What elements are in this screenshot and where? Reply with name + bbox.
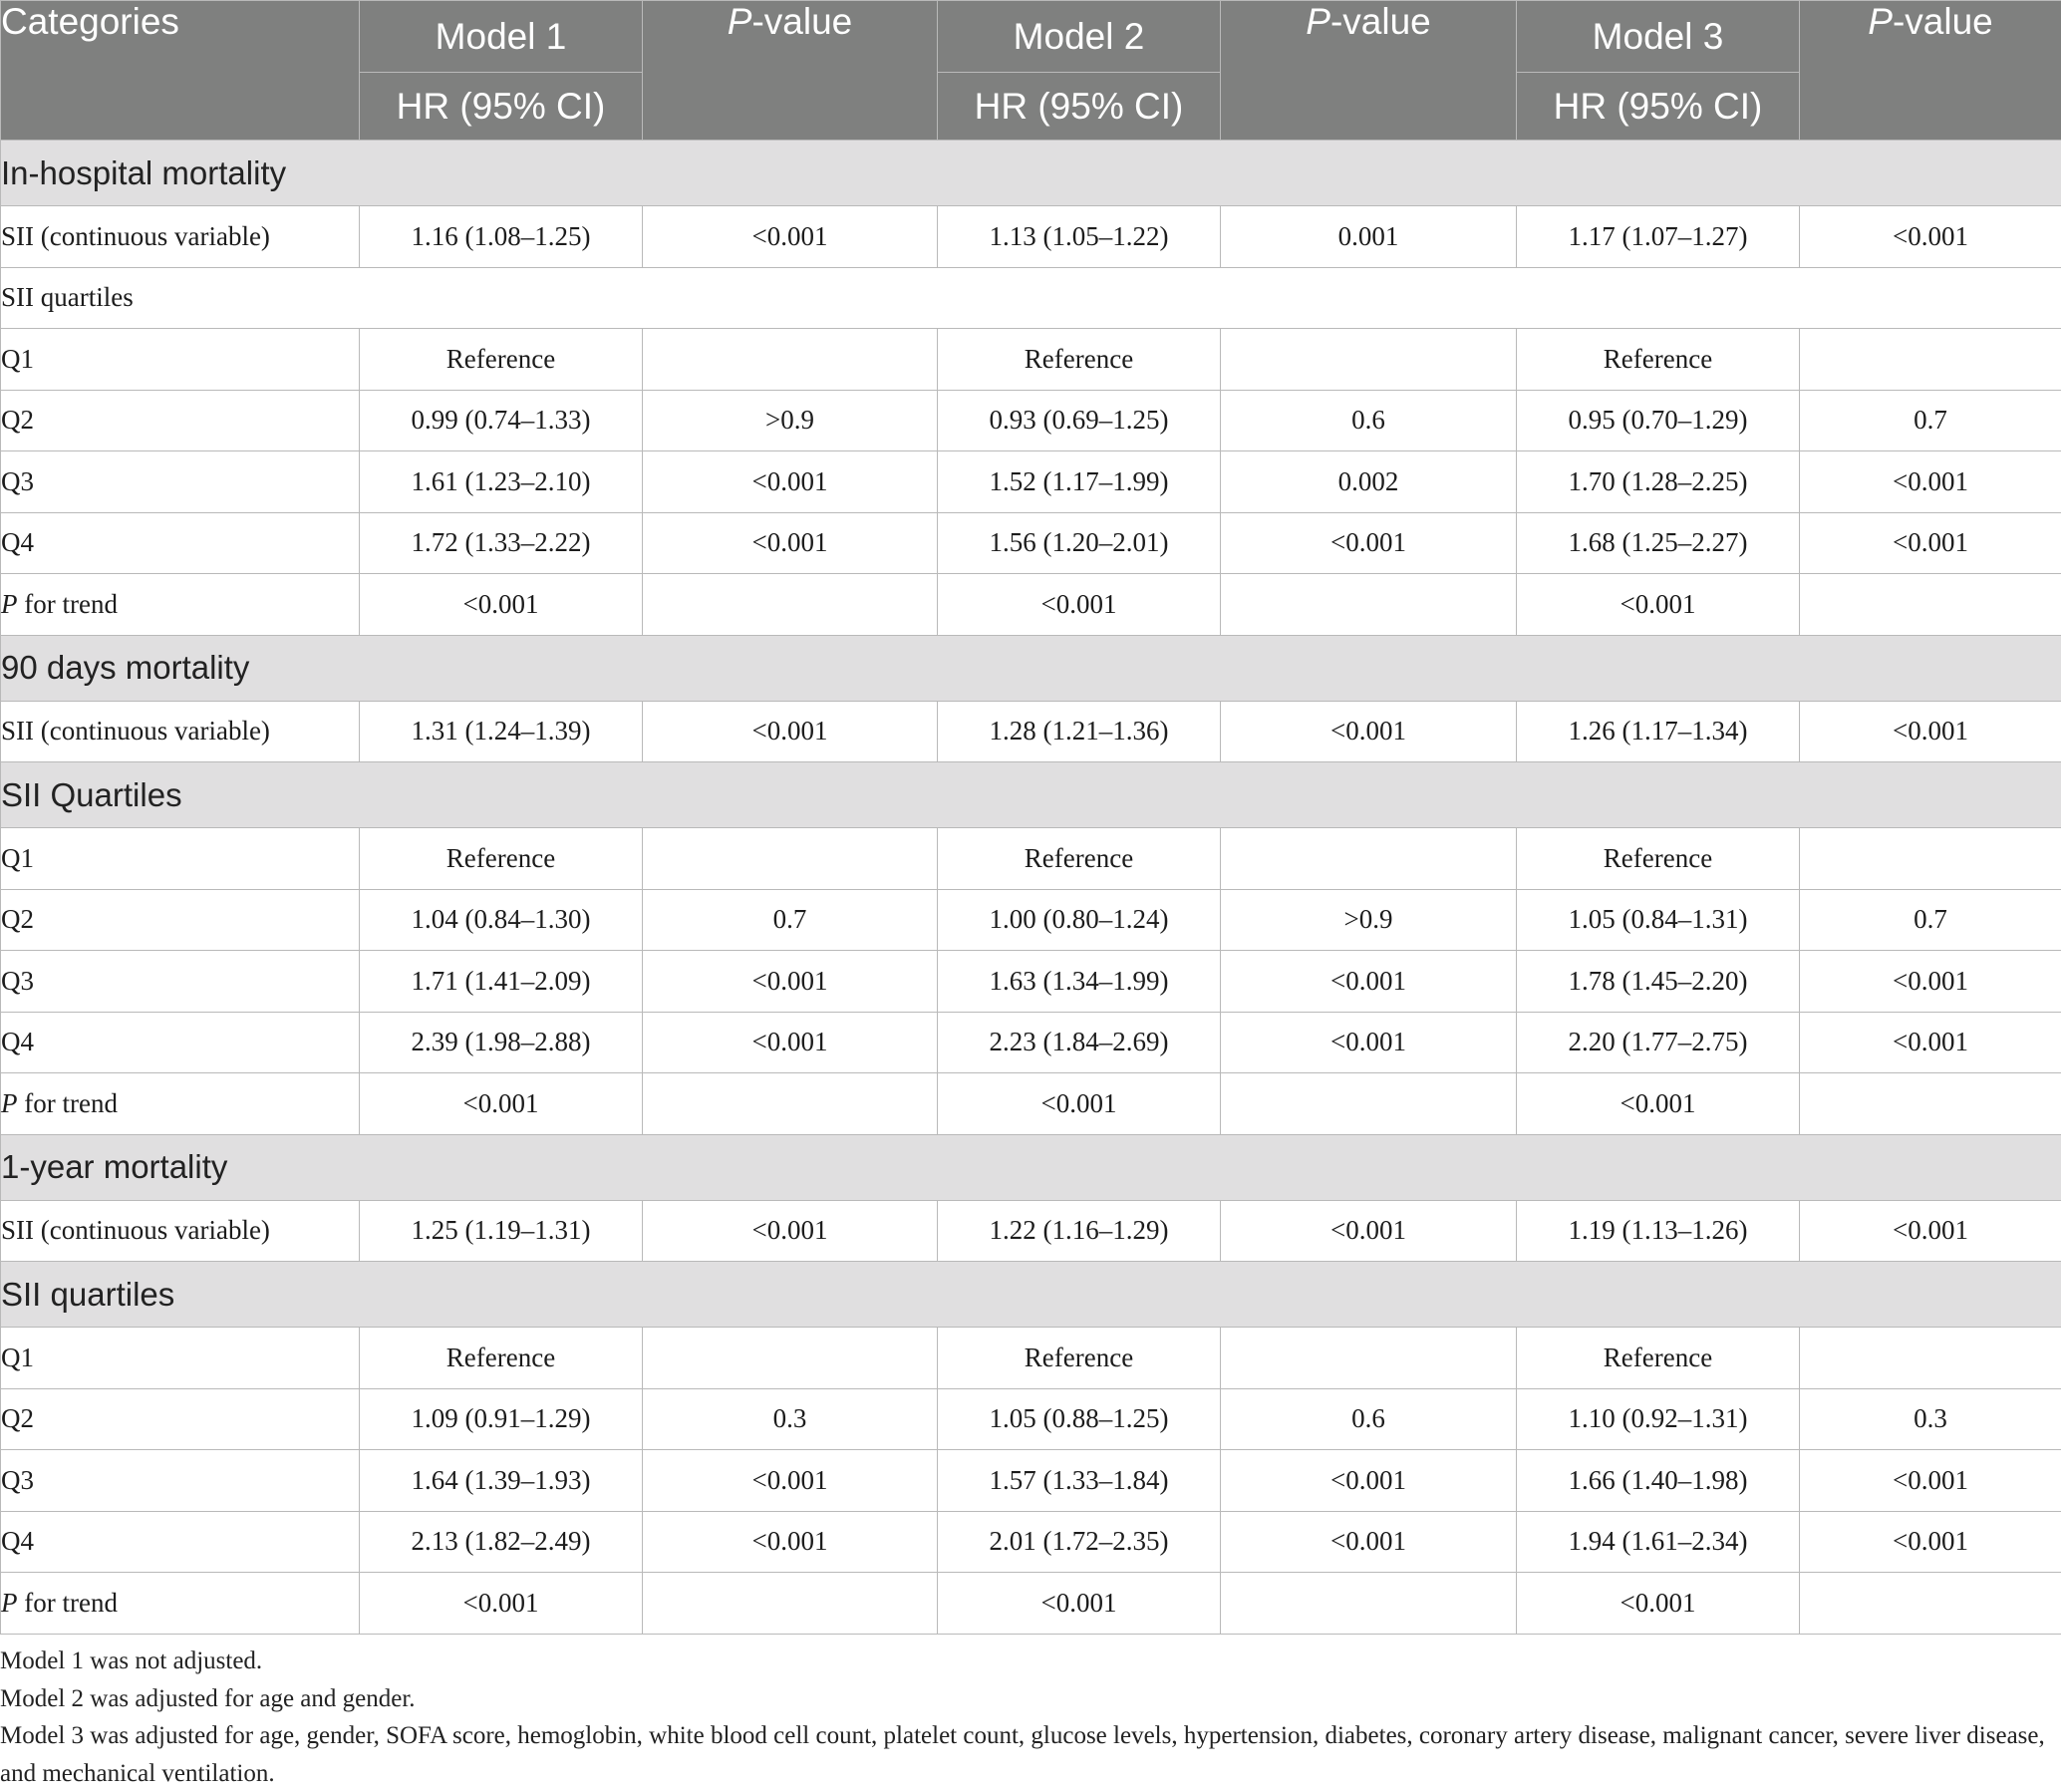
hr-ci-cell: 1.31 (1.24–1.39) <box>360 701 643 762</box>
p-value-cell <box>1221 329 1517 391</box>
header-p-value-3 <box>1800 1 2061 141</box>
p-value-cell: 0.3 <box>1800 1388 2061 1450</box>
table-row <box>1 206 2061 268</box>
header-categories: Categories <box>1 1 360 141</box>
hr-ci-cell: 1.17 (1.07–1.27) <box>1517 206 1800 268</box>
p-italic: P <box>727 1 752 42</box>
p-value-cell: 0.7 <box>1800 390 2061 451</box>
p-value-cell <box>1221 828 1517 890</box>
header-p-value-2 <box>1221 1 1517 141</box>
p-value-cell <box>643 1573 938 1635</box>
p-value-cell: <0.001 <box>1800 951 2061 1013</box>
hr-ci-cell: 1.19 (1.13–1.26) <box>1517 1200 1800 1262</box>
hr-ci-cell: 1.04 (0.84–1.30) <box>360 889 643 951</box>
table-row <box>1 1012 2061 1073</box>
table-row <box>1 1200 2061 1262</box>
p-value-cell: <0.001 <box>1800 512 2061 574</box>
hr-ci-cell: 1.52 (1.17–1.99) <box>938 451 1221 513</box>
trend-label-rest: for trend <box>17 1587 118 1618</box>
p-value-cell: >0.9 <box>643 390 938 451</box>
footnote: Model 3 was adjusted for age, gender, SOFA score, hemoglobin, white blood cell count, platelet count, glucose levels, hypertension, diabetes, coronary artery disease, malignant cancer, severe liver disease, and mechanical ventilation. <box>0 1722 2045 1787</box>
p-value-cell: <0.001 <box>643 1200 938 1262</box>
p-value-cell: <0.001 <box>643 1511 938 1573</box>
hr-ci-cell: <0.001 <box>1517 1073 1800 1135</box>
header-model-1: Model 1 <box>360 1 643 73</box>
p-value-cell: <0.001 <box>1221 1200 1517 1262</box>
p-value-cell: <0.001 <box>1221 951 1517 1013</box>
table-row <box>1 267 2061 329</box>
p-value-cell <box>1221 1573 1517 1635</box>
hr-ci-cell: 1.57 (1.33–1.84) <box>938 1450 1221 1512</box>
table-row <box>1 1328 2061 1389</box>
table-row <box>1 1573 2061 1635</box>
p-suffix: -value <box>1892 1 1993 42</box>
section-header-row <box>1 1262 2061 1328</box>
section-header-row <box>1 762 2061 828</box>
table-row <box>1 889 2061 951</box>
p-value-cell <box>643 1328 938 1389</box>
p-value-cell: 0.6 <box>1221 390 1517 451</box>
header-model-3: Model 3 <box>1517 1 1800 73</box>
p-value-cell <box>1800 1328 2061 1389</box>
hr-ci-cell: 2.13 (1.82–2.49) <box>360 1511 643 1573</box>
hr-ci-cell: Reference <box>938 828 1221 890</box>
hr-ci-cell: <0.001 <box>360 574 643 636</box>
section-title: In-hospital mortality <box>1 141 2061 206</box>
p-italic: P <box>1 1587 18 1618</box>
hr-ci-cell: <0.001 <box>1517 1573 1800 1635</box>
p-value-cell: >0.9 <box>1221 889 1517 951</box>
p-value-cell: <0.001 <box>1221 1450 1517 1512</box>
row-label: Q2 <box>1 390 360 451</box>
p-value-cell: <0.001 <box>1800 451 2061 513</box>
row-label: Q1 <box>1 329 360 391</box>
header-p-value-1 <box>643 1 938 141</box>
p-value-cell: <0.001 <box>643 512 938 574</box>
p-italic: P <box>1 588 18 619</box>
hr-ci-cell: Reference <box>360 1328 643 1389</box>
table-row <box>1 390 2061 451</box>
p-value-cell: 0.3 <box>643 1388 938 1450</box>
p-value-cell <box>1800 329 2061 391</box>
p-value-cell <box>1800 828 2061 890</box>
hr-ci-cell: Reference <box>360 329 643 391</box>
row-label: Q3 <box>1 951 360 1013</box>
p-value-cell: <0.001 <box>643 701 938 762</box>
p-value-cell <box>1221 574 1517 636</box>
hr-ci-cell: 1.64 (1.39–1.93) <box>360 1450 643 1512</box>
hr-ci-cell: <0.001 <box>360 1073 643 1135</box>
row-label <box>1 1073 360 1135</box>
p-value-cell <box>1800 1073 2061 1135</box>
hr-ci-cell: 2.20 (1.77–2.75) <box>1517 1012 1800 1073</box>
row-label: Q3 <box>1 451 360 513</box>
hr-ci-cell: <0.001 <box>938 1573 1221 1635</box>
footnote: Model 1 was not adjusted. <box>0 1647 263 1674</box>
section-title: SII Quartiles <box>1 762 2061 828</box>
hr-ci-cell: 0.95 (0.70–1.29) <box>1517 390 1800 451</box>
row-label: Q2 <box>1 889 360 951</box>
p-suffix: -value <box>1329 1 1431 42</box>
p-value-cell: 0.7 <box>643 889 938 951</box>
trend-label-rest: for trend <box>17 588 118 619</box>
hr-ci-cell: Reference <box>1517 329 1800 391</box>
p-value-cell: <0.001 <box>643 951 938 1013</box>
hr-ci-cell: Reference <box>1517 828 1800 890</box>
p-value-cell: 0.002 <box>1221 451 1517 513</box>
table-row <box>1 1511 2061 1573</box>
row-label: Q4 <box>1 1511 360 1573</box>
table-row <box>1 512 2061 574</box>
table-row <box>1 1388 2061 1450</box>
p-value-cell: <0.001 <box>1800 701 2061 762</box>
hr-ci-cell: 2.01 (1.72–2.35) <box>938 1511 1221 1573</box>
row-label: SII (continuous variable) <box>1 1200 360 1262</box>
p-value-cell: <0.001 <box>1800 1012 2061 1073</box>
p-value-cell: 0.001 <box>1221 206 1517 268</box>
subgroup-label: SII quartiles <box>1 267 2061 329</box>
hr-ci-cell: Reference <box>938 329 1221 391</box>
p-value-cell: <0.001 <box>1221 701 1517 762</box>
section-header-row <box>1 635 2061 701</box>
hr-ci-cell: 1.61 (1.23–2.10) <box>360 451 643 513</box>
hr-ci-cell: 1.26 (1.17–1.34) <box>1517 701 1800 762</box>
table-row <box>1 828 2061 890</box>
table-row <box>1 451 2061 513</box>
row-label: Q4 <box>1 1012 360 1073</box>
row-label: SII (continuous variable) <box>1 206 360 268</box>
p-value-cell: <0.001 <box>1221 512 1517 574</box>
section-title: SII quartiles <box>1 1262 2061 1328</box>
hr-ci-cell: 1.66 (1.40–1.98) <box>1517 1450 1800 1512</box>
table-row <box>1 701 2061 762</box>
row-label: Q1 <box>1 828 360 890</box>
hr-ci-cell: 1.09 (0.91–1.29) <box>360 1388 643 1450</box>
table-row <box>1 329 2061 391</box>
row-label: Q4 <box>1 512 360 574</box>
hr-ci-cell: 1.56 (1.20–2.01) <box>938 512 1221 574</box>
section-title: 90 days mortality <box>1 635 2061 701</box>
hr-ci-cell: 1.70 (1.28–2.25) <box>1517 451 1800 513</box>
row-label: Q1 <box>1 1328 360 1389</box>
row-label: SII (continuous variable) <box>1 701 360 762</box>
footnotes <box>0 1643 2061 1792</box>
trend-label-rest: for trend <box>17 1087 118 1118</box>
p-value-cell <box>643 828 938 890</box>
hr-ci-cell: 1.22 (1.16–1.29) <box>938 1200 1221 1262</box>
p-italic: P <box>1868 1 1893 42</box>
p-value-cell <box>643 329 938 391</box>
p-value-cell: <0.001 <box>643 206 938 268</box>
p-value-cell: <0.001 <box>643 1012 938 1073</box>
hr-ci-cell: <0.001 <box>938 574 1221 636</box>
hr-ci-cell: 1.05 (0.84–1.31) <box>1517 889 1800 951</box>
hr-ci-cell: 1.13 (1.05–1.22) <box>938 206 1221 268</box>
hr-ci-cell: Reference <box>360 828 643 890</box>
row-label: Q2 <box>1 1388 360 1450</box>
row-label <box>1 574 360 636</box>
section-header-row <box>1 1134 2061 1200</box>
p-value-cell: <0.001 <box>643 1450 938 1512</box>
hr-ci-cell: 0.93 (0.69–1.25) <box>938 390 1221 451</box>
hr-ci-cell: 1.25 (1.19–1.31) <box>360 1200 643 1262</box>
p-value-cell <box>643 574 938 636</box>
p-italic: P <box>1306 1 1330 42</box>
p-value-cell: <0.001 <box>1800 206 2061 268</box>
hr-ci-cell: 1.72 (1.33–2.22) <box>360 512 643 574</box>
hr-ci-cell: Reference <box>938 1328 1221 1389</box>
row-label <box>1 1573 360 1635</box>
p-value-cell: <0.001 <box>1221 1012 1517 1073</box>
header-hr-ci-3: HR (95% CI) <box>1517 73 1800 141</box>
table-body <box>1 141 2061 1635</box>
p-value-cell: <0.001 <box>1800 1450 2061 1512</box>
hr-ci-cell: 1.16 (1.08–1.25) <box>360 206 643 268</box>
p-value-cell: <0.001 <box>1800 1511 2061 1573</box>
section-title: 1-year mortality <box>1 1134 2061 1200</box>
hr-ci-cell: <0.001 <box>1517 574 1800 636</box>
header-model-2: Model 2 <box>938 1 1221 73</box>
p-italic: P <box>1 1087 18 1118</box>
header-hr-ci-2: HR (95% CI) <box>938 73 1221 141</box>
hr-ci-cell: 1.94 (1.61–2.34) <box>1517 1511 1800 1573</box>
p-value-cell <box>1221 1073 1517 1135</box>
hr-ci-cell: <0.001 <box>938 1073 1221 1135</box>
hr-ci-cell: 1.10 (0.92–1.31) <box>1517 1388 1800 1450</box>
header-hr-ci-1: HR (95% CI) <box>360 73 643 141</box>
p-value-cell: 0.7 <box>1800 889 2061 951</box>
hr-ci-cell: 1.78 (1.45–2.20) <box>1517 951 1800 1013</box>
footnote: Model 2 was adjusted for age and gender. <box>0 1684 416 1712</box>
hr-ci-cell: 0.99 (0.74–1.33) <box>360 390 643 451</box>
hr-ci-cell: 1.00 (0.80–1.24) <box>938 889 1221 951</box>
p-value-cell <box>1800 1573 2061 1635</box>
p-value-cell <box>1221 1328 1517 1389</box>
table-row <box>1 1073 2061 1135</box>
table-row <box>1 574 2061 636</box>
row-label: Q3 <box>1 1450 360 1512</box>
p-value-cell: 0.6 <box>1221 1388 1517 1450</box>
section-header-row <box>1 141 2061 206</box>
header-row-1 <box>1 1 2061 73</box>
hr-ci-cell: 1.68 (1.25–2.27) <box>1517 512 1800 574</box>
hr-ci-cell: Reference <box>1517 1328 1800 1389</box>
p-value-cell <box>643 1073 938 1135</box>
table-row <box>1 1450 2061 1512</box>
hr-ci-cell: 2.39 (1.98–2.88) <box>360 1012 643 1073</box>
hr-ci-cell: 1.28 (1.21–1.36) <box>938 701 1221 762</box>
hr-ci-cell: 1.63 (1.34–1.99) <box>938 951 1221 1013</box>
hr-ci-cell: 1.05 (0.88–1.25) <box>938 1388 1221 1450</box>
p-suffix: -value <box>751 1 853 42</box>
table-row <box>1 951 2061 1013</box>
p-value-cell: <0.001 <box>1221 1511 1517 1573</box>
hr-ci-cell: <0.001 <box>360 1573 643 1635</box>
p-value-cell: <0.001 <box>1800 1200 2061 1262</box>
p-value-cell <box>1800 574 2061 636</box>
hr-ci-cell: 1.71 (1.41–2.09) <box>360 951 643 1013</box>
hr-ci-cell: 2.23 (1.84–2.69) <box>938 1012 1221 1073</box>
p-value-cell: <0.001 <box>643 451 938 513</box>
